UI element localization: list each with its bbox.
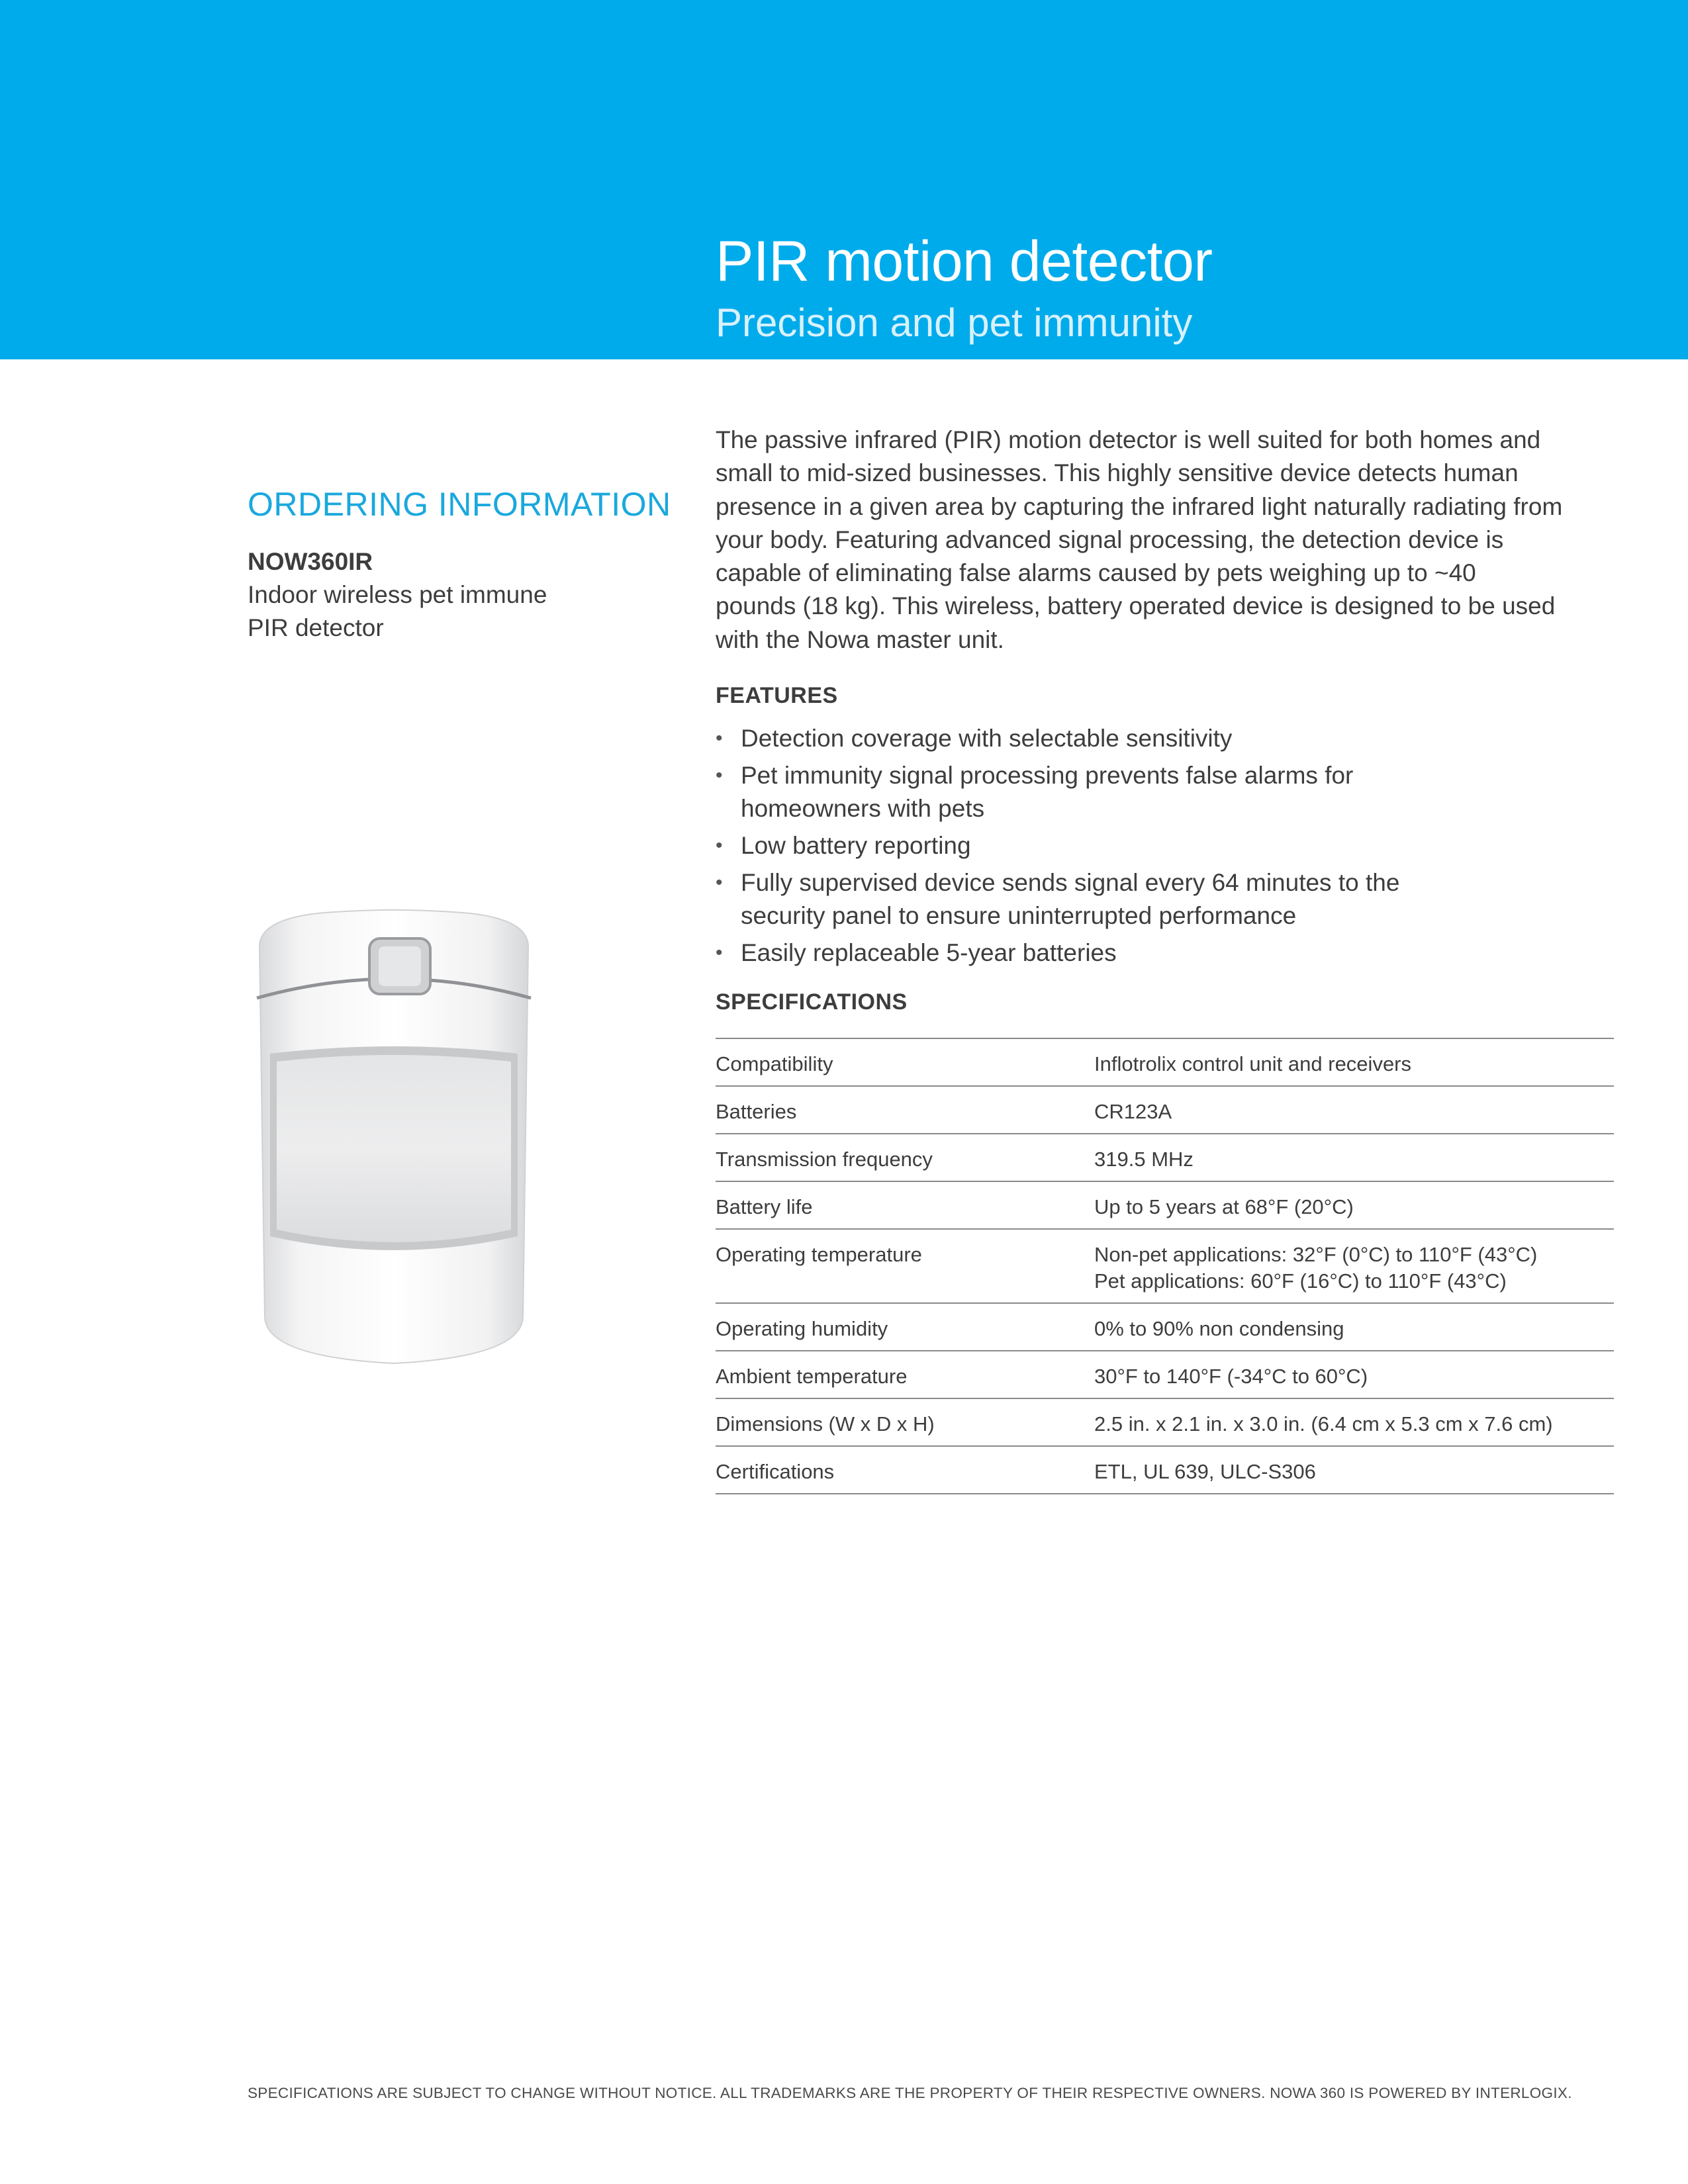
page-subtitle: Precision and pet immunity: [716, 300, 1193, 345]
footer-disclaimer: SPECIFICATIONS ARE SUBJECT TO CHANGE WITHOUT NOTICE. ALL TRADEMARKS ARE THE PROPERTY OF THEIR RESPECTIVE OWNERS. NOWA 360 IS POWERED BY INTERLOGIX.: [248, 2085, 1572, 2101]
spec-label: Transmission frequency: [716, 1134, 1094, 1181]
model-number: NOW360IR: [248, 548, 373, 575]
spec-label: Operating temperature: [716, 1229, 1094, 1303]
spec-value: Inflotrolix control unit and receivers: [1094, 1038, 1614, 1086]
list-item: [716, 829, 1469, 862]
model-description: Indoor wireless pet immune PIR detector: [248, 581, 547, 641]
feature-text: Low battery reporting: [741, 832, 971, 860]
list-item: [716, 759, 1376, 825]
spec-value: 2.5 in. x 2.1 in. x 3.0 in. (6.4 cm x 5.3 cm x 7.6 cm): [1094, 1398, 1614, 1446]
spec-label: Certifications: [716, 1446, 1094, 1494]
table-row: [716, 1351, 1614, 1398]
list-item: [716, 722, 1469, 755]
intro-paragraph: The passive infrared (PIR) motion detector is well suited for both homes and small to mid-sized businesses. This highly sensitive device detects human presence in a given area by capturing the infrared light naturally radiating from your body. Featuring advanced signal processing, the detection device is capable of eliminating false alarms caused by pets weighing up to ~40 pounds (18 kg). This wireless, battery operated device is designed to be used with the Nowa master unit.: [716, 426, 1563, 653]
specifications-table: [716, 1038, 1614, 1494]
bullet-icon: •: [716, 942, 723, 964]
table-row: [716, 1303, 1614, 1351]
spec-label: Dimensions (W x D x H): [716, 1398, 1094, 1446]
spec-value: ETL, UL 639, ULC-S306: [1094, 1446, 1614, 1494]
page-title: PIR motion detector: [716, 230, 1213, 293]
spec-value-line: Pet applications: 60°F (16°C) to 110°F (43°C): [1094, 1269, 1507, 1293]
spec-label: Batteries: [716, 1086, 1094, 1134]
ordering-heading: ORDERING INFORMATION: [248, 486, 671, 523]
feature-text: Pet immunity signal processing prevents false alarms for homeowners with pets: [741, 762, 1354, 823]
bullet-icon: •: [716, 872, 723, 894]
bullet-icon: •: [716, 764, 723, 787]
feature-text: Easily replaceable 5-year batteries: [741, 939, 1117, 967]
spec-value: CR123A: [1094, 1086, 1614, 1134]
spec-label: Compatibility: [716, 1038, 1094, 1086]
feature-text: Fully supervised device sends signal every 64 minutes to the security panel to ensure uninterrupted performance: [741, 869, 1400, 930]
feature-text: Detection coverage with selectable sensitivity: [741, 725, 1233, 752]
spec-value: 30°F to 140°F (-34°C to 60°C): [1094, 1351, 1614, 1398]
list-item: [716, 866, 1416, 933]
spec-value-line: Non-pet applications: 32°F (0°C) to 110°F (43°C): [1094, 1243, 1538, 1267]
table-row: [716, 1398, 1614, 1446]
bullet-icon: •: [716, 727, 723, 750]
header-banner: [0, 0, 1688, 359]
bullet-icon: •: [716, 835, 723, 857]
specifications-heading: SPECIFICATIONS: [716, 989, 908, 1015]
table-row: [716, 1086, 1614, 1134]
list-item: [716, 936, 1469, 970]
main-content: [716, 424, 1616, 1494]
table-row: [716, 1446, 1614, 1494]
table-row: [716, 1134, 1614, 1181]
features-heading: FEATURES: [716, 683, 838, 709]
motion-detector-image: [245, 907, 543, 1370]
spec-value: [1094, 1229, 1614, 1303]
ordering-information: [248, 486, 671, 645]
table-row: [716, 1181, 1614, 1229]
features-list: [716, 722, 1616, 970]
spec-label: Ambient temperature: [716, 1351, 1094, 1398]
spec-value: 0% to 90% non condensing: [1094, 1303, 1614, 1351]
spec-label: Battery life: [716, 1181, 1094, 1229]
table-row: [716, 1229, 1614, 1303]
spec-value: Up to 5 years at 68°F (20°C): [1094, 1181, 1614, 1229]
spec-label: Operating humidity: [716, 1303, 1094, 1351]
table-row: [716, 1038, 1614, 1086]
spec-value: 319.5 MHz: [1094, 1134, 1614, 1181]
